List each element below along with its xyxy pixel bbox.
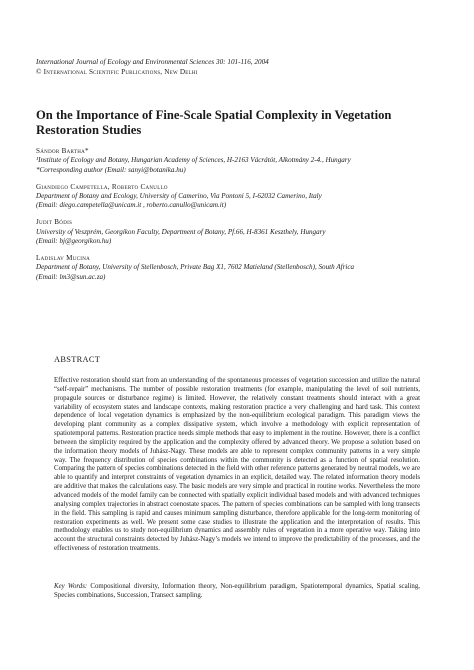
author-name: Ladislav Mucina	[36, 253, 91, 262]
author-block	[36, 147, 446, 175]
author-list	[36, 147, 446, 289]
author-email: *Corresponding author (Email: sanyi@botanika.hu)	[36, 165, 186, 174]
author-name: Sándor Bartha*	[36, 147, 89, 155]
author-email: (Email: diego.campetella@unicam.it , roberto.canullo@unicam.it)	[36, 201, 227, 210]
journal-copyright: © International Scientific Publications, New Delhi	[36, 68, 198, 76]
author-affiliation: University of Veszprém, Georgikon Faculty, Department of Botany, Pf.66, H-8361 Keszthely, Hungary	[36, 227, 326, 236]
author-block	[36, 254, 446, 282]
author-name: Giandiego Campetella, Roberto Canullo	[36, 182, 168, 191]
author-affiliation: ¹Institute of Ecology and Botany, Hungarian Academy of Sciences, H-2163 Vácrátót, Alkotmány 2-4., Hungary	[36, 156, 351, 165]
keywords-label: Key Words:	[54, 583, 88, 590]
author-email: (Email: lm3@sun.ac.za)	[36, 272, 106, 281]
author-email: (Email: bj@georgikon.hu)	[36, 237, 112, 246]
author-name: Judit Bódis	[36, 218, 73, 227]
author-block	[36, 183, 446, 211]
abstract-body: Effective restoration should start from an understanding of the spontaneous processes of vegetation succession and utilize the natural “self-repair” mechanisms. The number of possible restoration treatments (for example, manipulating the level of soil nutrients, propagule sources or disturbance regime) is limited. However, the relatively constant treatments should interact with a great variability of ecosystem states and landscape contexts, making restoration practice a very challenging and hard task. This context dependence of local vegetation dynamics is emphasized by the non-equilibrium ecological paradigm. This paradigm views the developing plant community as a complex dissipative system, which involve a methodology with explicit representation of spatiotemporal patterns. Restoration practice needs simple methods that easy to implement in the routine. However, there is a conflict between the simplicity required by the application and the complexity offered by advanced theory. We propose a solution based on the information theory models of Juhász-Nagy. These models are able to represent complex community patterns in a very simple way. The frequency distribution of species combinations within the community is detected as a function of spatial resolution. Comparing the pattern of species combinations detected in the field with other reference patterns generated by neutral models, we are able to quantify and interpret constraints of vegetation dynamics in an explicit, detailed way. The related information theory models are additive that makes the calculations easy. The basic models are very simple and practical in routine works. Nevertheless the more advanced models of the model family can be connected with spatially explicit individual based models and with advanced techniques analysing complex trajectories in abstract coenostate spaces. The pattern of species combinations can be sampled with long transects in the field. This sampling is rapid and causes minimum sampling disturbance, therefore applicable for the long-term monitoring of restoration experiments as well. We present some case studies to illustrate the application and the interpretation of results. This methodology enables us to study non-equilibrium dynamics and assembly rules of vegetation in a more operative way. Taking into account the structural constraints detected by Juhász-Nagy’s models we intend to improve the predictability of the processes, and the effectiveness of restoration treatments.	[54, 377, 420, 553]
abstract-heading: ABSTRACT	[54, 355, 101, 364]
keywords	[54, 583, 420, 601]
keywords-text: Compositional diversity, Information theory, Non-equilibrium paradigm, Spatiotemporal dynamics, Spatial scaling, Species combinations, Succession, Transect sampling.	[54, 583, 420, 599]
author-block	[36, 218, 446, 246]
journal-header	[36, 57, 269, 77]
paper-title: On the Importance of Fine-Scale Spatial Complexity in Vegetation Restoration Studies	[36, 108, 392, 137]
author-affiliation: Department of Botany and Ecology, University of Camerino, Via Pontoni 5, I-62032 Camerino, Italy	[36, 192, 322, 201]
author-affiliation: Department of Botany, University of Stellenbosch, Private Bag X1, 7602 Matieland (Stellenbosch), South Africa	[36, 263, 355, 272]
journal-citation: International Journal of Ecology and Environmental Sciences 30: 101-116, 2004	[36, 58, 269, 66]
